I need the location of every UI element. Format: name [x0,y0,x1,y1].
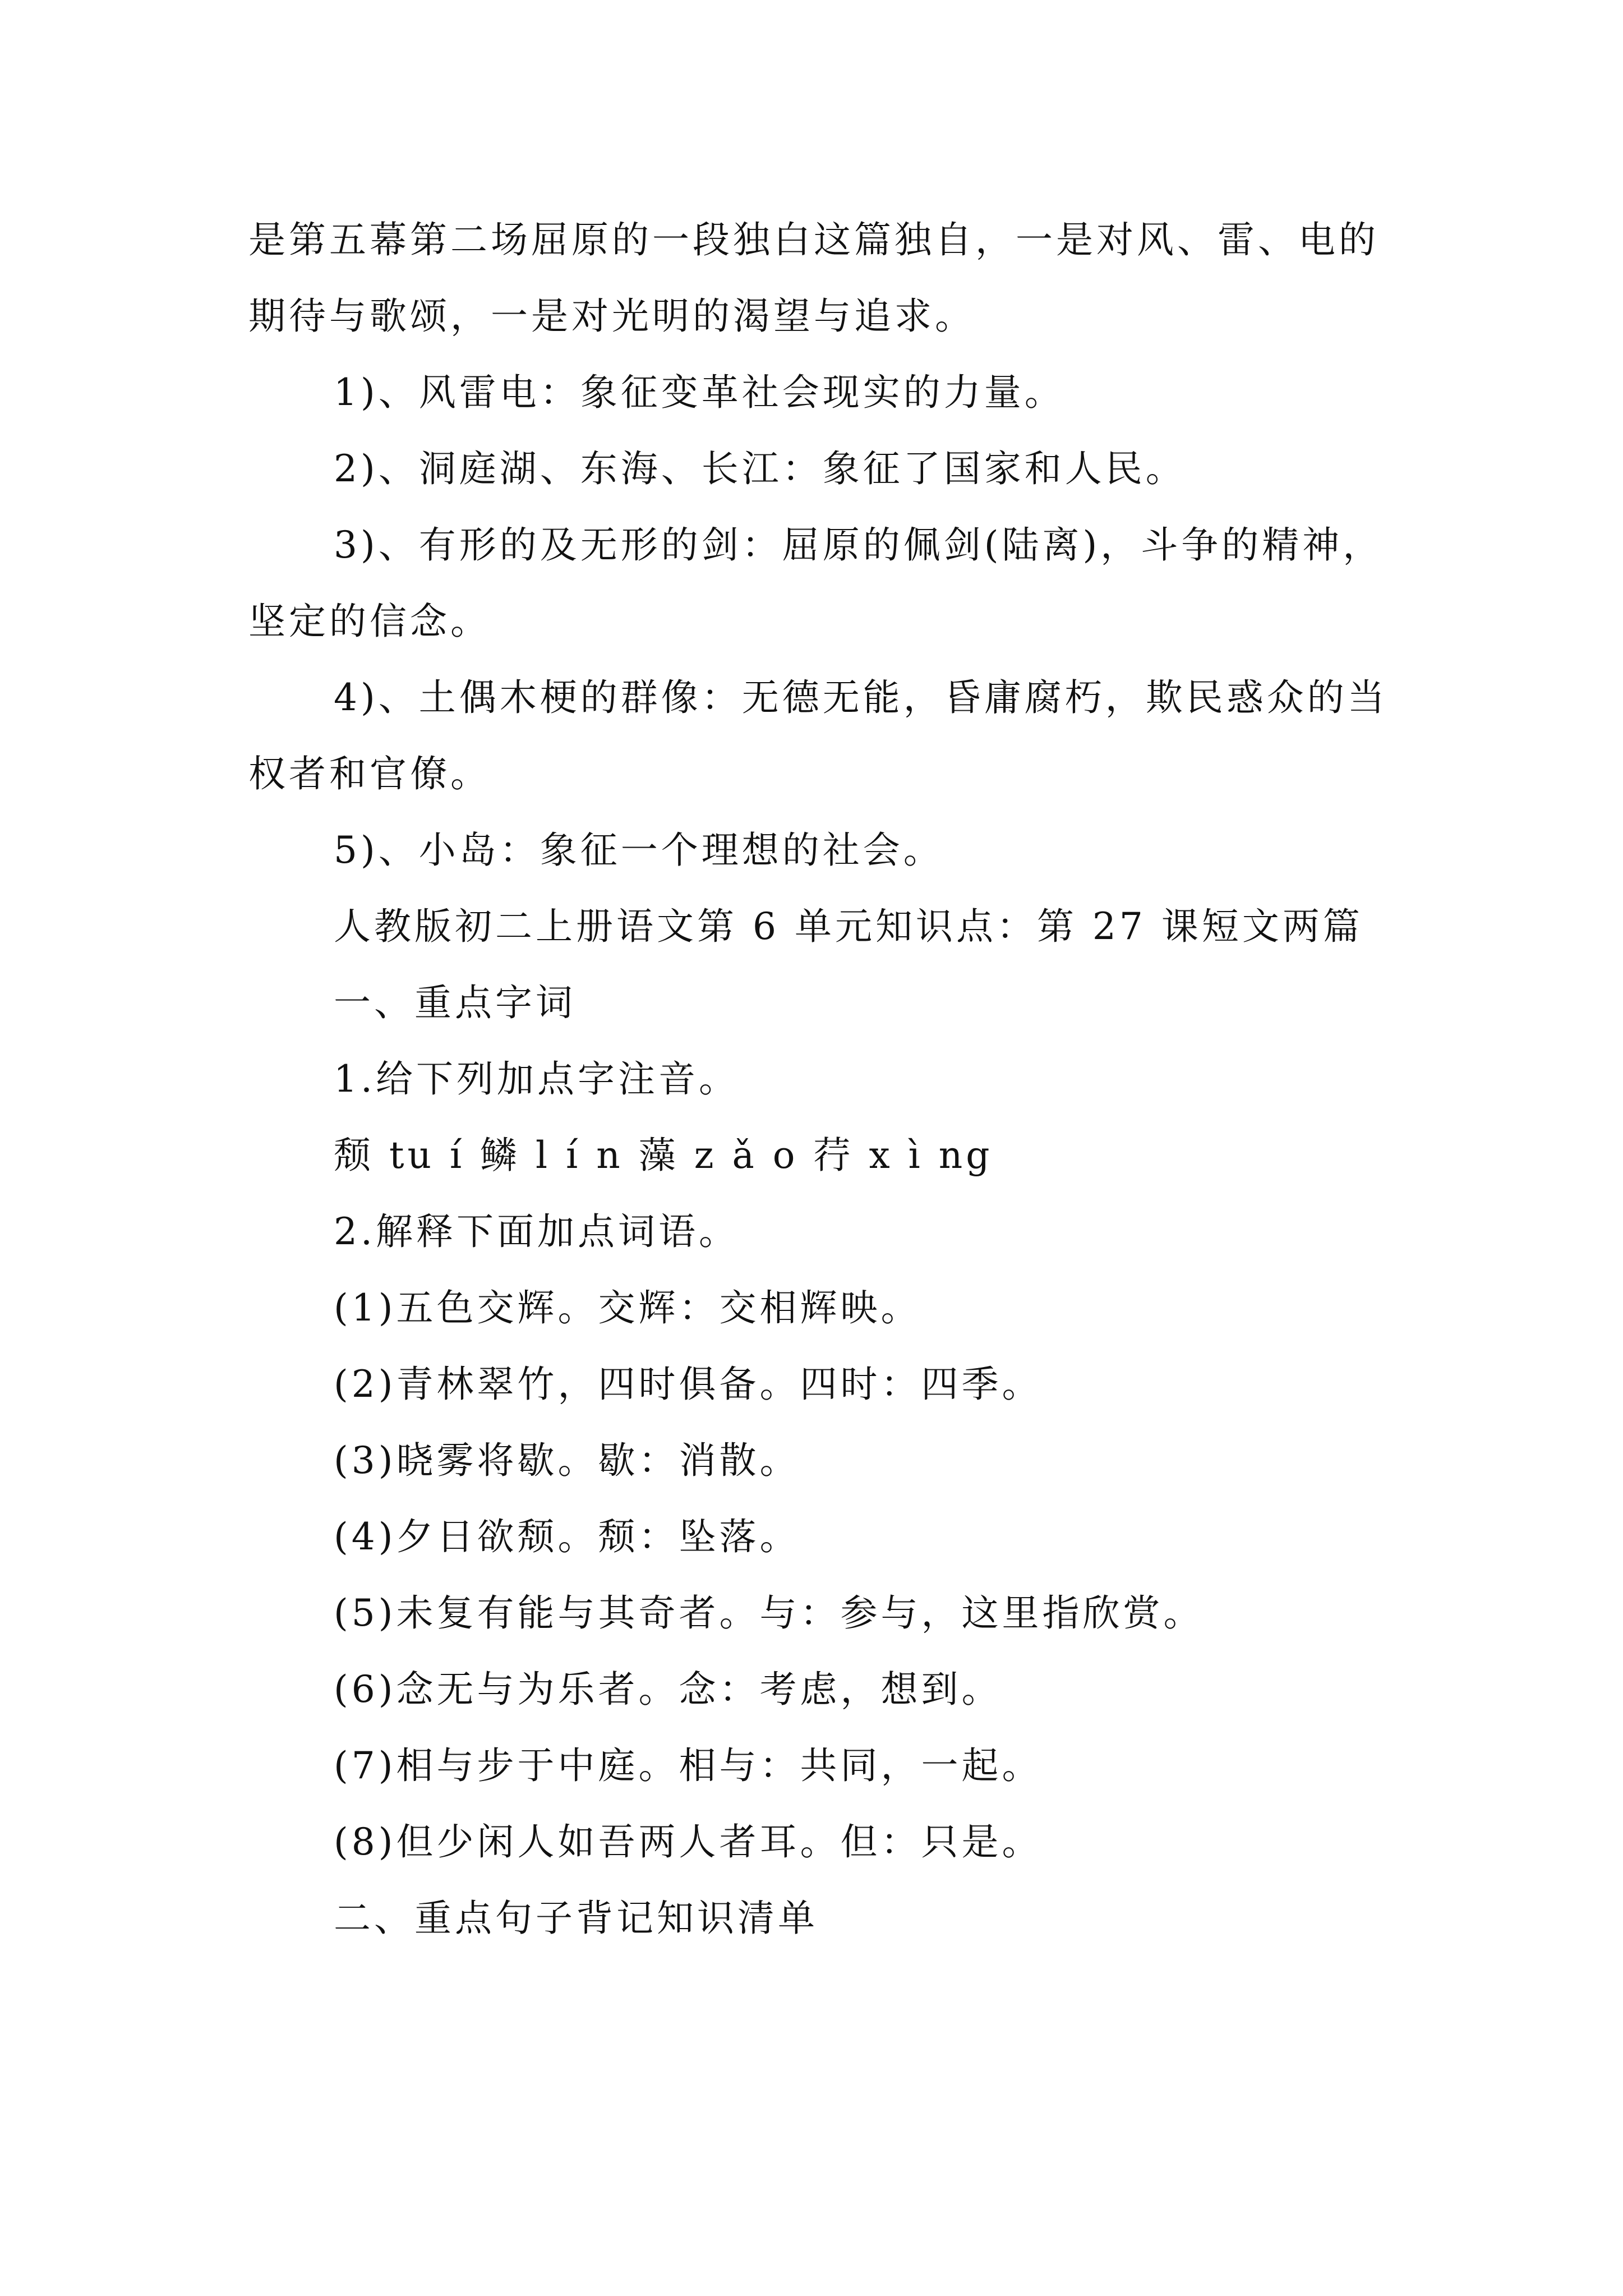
paragraph-item-2: 2)、洞庭湖、东海、长江：象征了国家和人民。 [334,447,1186,490]
paragraph-item-3: 3)、有形的及无形的剑：屈原的佩剑(陆离)，斗争的精神，坚定的信念。 [248,523,1384,643]
definition-1: (1)五色交辉。交辉：交相辉映。 [334,1286,921,1329]
question-2: 2.解释下面加点词语。 [334,1210,739,1253]
definition-8: (8)但少闲人如吾两人者耳。但：只是。 [334,1820,1043,1864]
definition-3: (3)晓雾将歇。歇：消散。 [334,1439,800,1482]
document-body [248,202,1393,1957]
section-title: 人教版初二上册语文第 6 单元知识点：第 27 课短文两篇 [334,905,1363,948]
paragraph-item-4: 4)、土偶木梗的群像：无德无能，昏庸腐朽，欺民惑众的当权者和官僚。 [248,676,1388,795]
definition-5: (5)未复有能与其奇者。与：参与，这里指欣赏。 [334,1591,1204,1635]
definition-6: (6)念无与为乐者。念：考虑，想到。 [334,1668,1002,1711]
paragraph-intro: 是第五幕第二场屈原的一段独白这篇独自，一是对风、雷、电的期待与歌颂，一是对光明的渴望与追求。 [248,218,1379,338]
heading-key-sentences: 二、重点句子背记知识清单 [334,1897,818,1940]
heading-key-words: 一、重点字词 [334,981,576,1024]
paragraph-item-1: 1)、风雷电：象征变革社会现实的力量。 [334,371,1065,414]
paragraph-item-5: 5)、小岛：象征一个理想的社会。 [334,829,944,872]
definition-2: (2)青林翠竹，四时俱备。四时：四季。 [334,1363,1043,1406]
definition-4: (4)夕日欲颓。颓：坠落。 [334,1515,800,1558]
pinyin-line: 颓 tu í 鳞 l í n 藻 z ǎ o 荇 x ì ng [334,1134,993,1177]
definition-7: (7)相与步于中庭。相与：共同，一起。 [334,1744,1043,1787]
question-1: 1.给下列加点字注音。 [334,1057,739,1101]
